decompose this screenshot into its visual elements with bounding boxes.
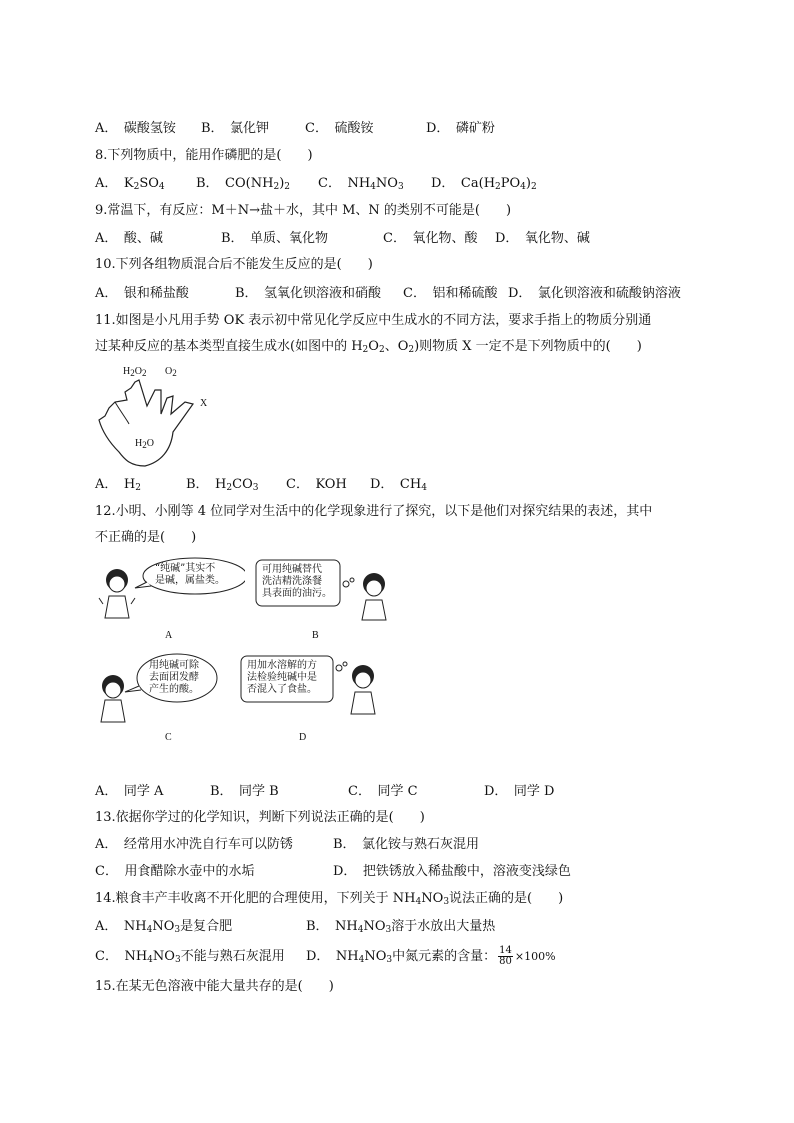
bubble-b: 可用纯碱替代 洗洁精洗涤餐 具表面的油污。 — [262, 564, 332, 599]
q13-stem: 13.依据你学过的化学知识，判断下列说法正确的是( ) — [95, 810, 425, 825]
label-a: A — [165, 630, 173, 641]
fig-label-h2o2: $H_2O_2$ — [123, 366, 147, 378]
fig-label-x: X — [200, 398, 208, 409]
q10-option-a: A． 银和稀盐酸 — [95, 286, 189, 301]
q10-stem: 10.下列各组物质混合后不能发生反应的是( ) — [95, 257, 373, 272]
q9-option-c: C． 氧化物、酸 — [383, 231, 478, 246]
label-d: D — [299, 732, 307, 743]
fig-label-h2o: $H_2O$ — [135, 438, 154, 450]
q9-stem: 9.常温下，有反应：M＋N→盐＋水，其中 M、N 的类别不可能是( ) — [95, 203, 512, 218]
q8-stem: 8.下列物质中，能用作磷肥的是( ) — [95, 148, 313, 163]
fig-label-o2: $O_2$ — [165, 366, 177, 378]
q11-option-a: A． $H_2$ — [95, 477, 141, 493]
q13-option-b: B． 氯化铵与熟石灰混用 — [333, 837, 480, 852]
label-c: C — [165, 732, 172, 743]
ok-hand-figure — [95, 362, 220, 472]
q14-option-d: D． $NH_4NO_3$中氮元素的含量： $\frac{14}{80}$ ×100% — [306, 945, 556, 967]
q11-line1: 11.如图是小凡用手势 OK 表示初中常见化学反应中生成水的不同方法，要求手指上的物质分别通 — [95, 313, 652, 328]
q12-line1: 12.小明、小刚等 4 位同学对生活中的化学现象进行了探究，以下是他们对探究结果的表述，其中 — [95, 504, 653, 519]
q8-option-a: A． $K_2SO_4$ — [95, 176, 165, 192]
q11-option-c: C． KOH — [286, 477, 347, 492]
percent-text: ×100% — [514, 950, 556, 963]
q11-option-d: D． $CH_4$ — [370, 477, 427, 493]
q12-option-c: C． 同学 C — [348, 784, 418, 799]
panel-c — [95, 652, 245, 742]
q12-option-b: B． 同学 B — [210, 784, 279, 799]
q13-option-c: C． 用食醋除水壶中的水垢 — [95, 864, 255, 879]
fraction — [498, 946, 513, 967]
q9-option-a: A． 酸、碱 — [95, 231, 163, 246]
q8-option-b: B． $CO(NH_2)_2$ — [196, 176, 290, 192]
q14-option-c: C． $NH_4NO_3$不能与熟石灰混用 — [95, 949, 285, 965]
panel-d — [237, 652, 397, 742]
q12-option-d: D． 同学 D — [484, 784, 555, 799]
bubble-a: “纯碱”其实不 是碱，属盐类。 — [155, 563, 225, 586]
q10-option-c: C． 铝和稀硫酸 — [403, 286, 498, 301]
fraction-denominator: 80 — [499, 956, 512, 967]
q7-option-c: C． 硫酸铵 — [305, 121, 374, 136]
q10-option-b: B． 氢氧化钡溶液和硝酸 — [235, 286, 382, 301]
q12-line2: 不正确的是( ) — [95, 530, 197, 545]
q8-option-c: C． $NH_4NO_3$ — [318, 176, 404, 192]
q11-line2: 过某种反应的基本类型直接生成水(如图中的 $H_2O_2$、$O_2$)则物质 X 一定不是下列物质中的( ) — [95, 339, 642, 355]
q11-option-b: B． $H_2CO_3$ — [186, 477, 259, 493]
q13-option-d: D． 把铁锈放入稀盐酸中，溶液变浅绿色 — [333, 864, 571, 879]
q14-option-a: A． $NH_4NO_3$是复合肥 — [95, 919, 233, 935]
q14-stem: 14.粮食丰产丰收离不开化肥的合理使用，下列关于 $NH_4NO_3$说法正确的是( ) — [95, 891, 564, 907]
q8-option-d: D． $Ca(H_2PO_4)_2$ — [431, 176, 537, 192]
ok-hand-drawing — [95, 362, 220, 472]
q10-option-d: D． 氯化钡溶液和硫酸钠溶液 — [508, 286, 681, 301]
q14-option-b: B． $NH_4NO_3$溶于水放出大量热 — [306, 919, 496, 935]
panel-a — [95, 556, 245, 646]
q7-option-d: D． 磷矿粉 — [426, 121, 495, 136]
q13-option-a: A． 经常用水冲洗自行车可以防锈 — [95, 837, 293, 852]
q15-stem: 15.在某无色溶液中能大量共存的是( ) — [95, 979, 334, 994]
label-b: B — [312, 630, 319, 641]
q12-option-a: A． 同学 A — [95, 784, 164, 799]
bubble-d: 用加水溶解的方 法检验纯碱中是 否混入了食盐。 — [247, 660, 317, 695]
bubble-c: 用纯碱可除 去面团发酵 产生的酸。 — [149, 660, 199, 695]
q9-option-b: B． 单质、氧化物 — [221, 231, 329, 246]
q7-option-b: B． 氯化钾 — [201, 121, 270, 136]
q7-option-a: A． 碳酸氢铵 — [95, 121, 176, 136]
q9-option-d: D． 氧化物、碱 — [495, 231, 590, 246]
panel-b — [250, 556, 400, 646]
fraction-numerator: 14 — [499, 945, 512, 956]
